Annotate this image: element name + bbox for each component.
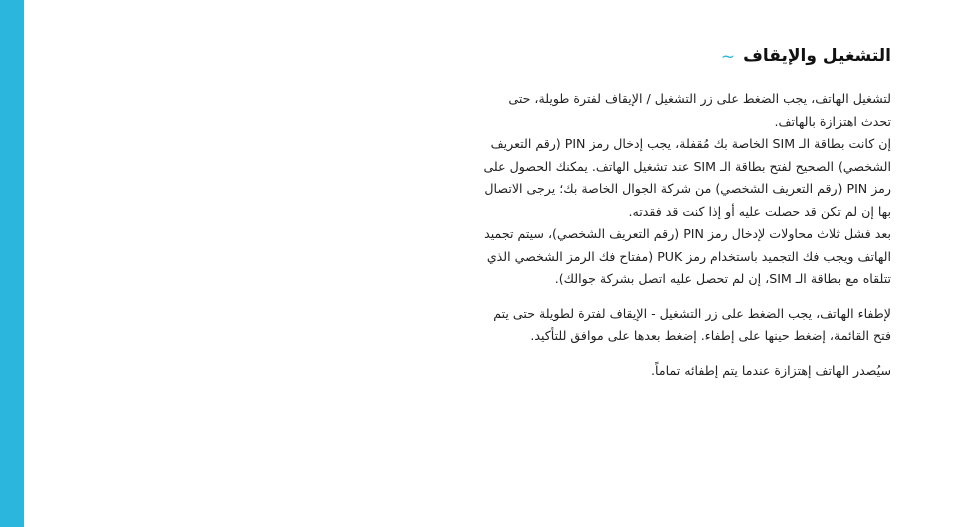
section-heading <box>481 46 891 66</box>
paragraph-vibration: سيُصدر الهاتف إهتزازة عندما يتم إطفائه تماماً. <box>651 362 891 378</box>
paragraph-power-on: لتشغيل الهاتف، يجب الضغط على زر التشغيل / الإيقاف لفترة طويلة، حتى تحدث اهتزازة بالهاتف. <box>508 91 891 129</box>
section-content <box>481 46 891 382</box>
paragraph-puk: بعد فشل ثلاث محاولات لإدخال رمز PIN (رقم التعريف الشخصي)، سيتم تجميد الهاتف ويجب فك التجميد باستخدام رمز PUK (مفتاح فك الرمز الشخصي الذي تتلقاه مع بطاقة الـ SIM، إن لم تحصل عليه اتصل بشركة جوالك). <box>484 226 891 286</box>
tilde-icon: ~ <box>720 46 736 67</box>
side-accent-bar <box>0 0 24 527</box>
paragraph-sim-pin: إن كانت بطاقة الـ SIM الخاصة بك مُقفلة، يجب إدخال رمز PIN (رقم التعريف الشخصي) الصحيح لفتح بطاقة الـ SIM عند تشغيل الهاتف. يمكنك الحصول على رمز PIN (رقم التعريف الشخصي) من شركة الجوال الخاصة بك؛ يرجى الاتصال بها إن لم تكن قد حصلت عليه أو إذا كنت قد فقدته. <box>483 136 891 219</box>
section-title: التشغيل والإيقاف <box>743 46 891 66</box>
paragraph-power-off: لإطفاء الهاتف، يجب الضغط على زر التشغيل - الإيقاف لفترة لطويلة حتى يتم فتح القائمة، إضغط حينها على إطفاء. إضغط بعدها على موافق للتأكيد. <box>493 305 891 343</box>
